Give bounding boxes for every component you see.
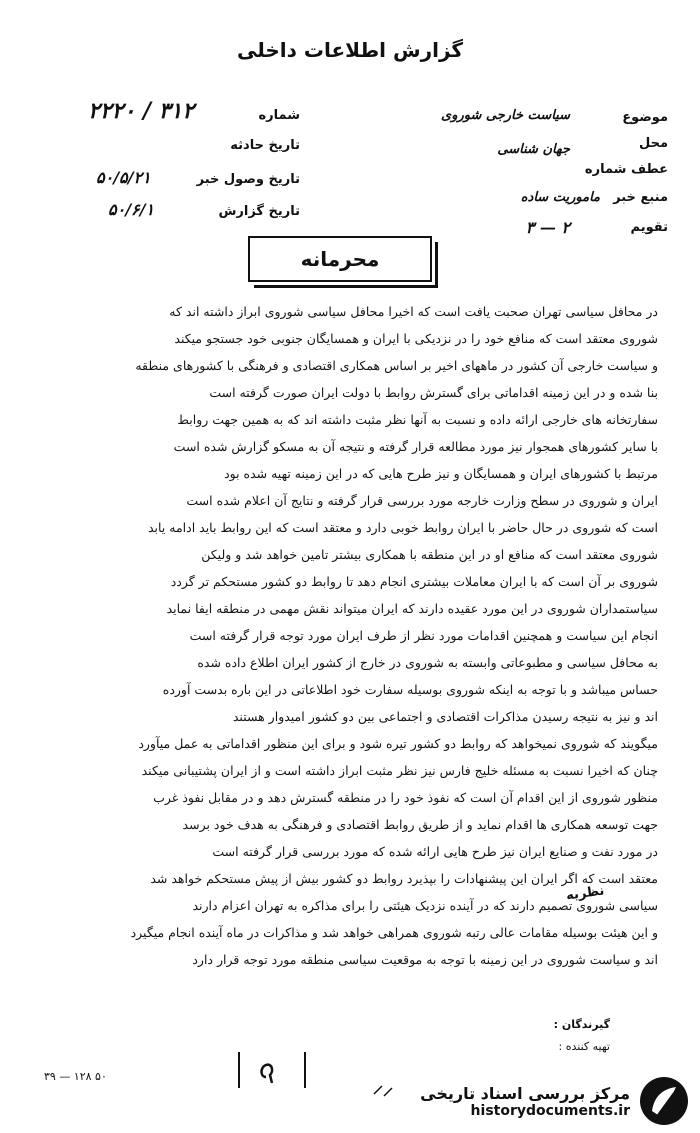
body-line: شوروی بر آن است که با ایران معاملات بیشتری انجام دهد تا روابط دو کشور مستحکم تر گردد <box>170 574 658 589</box>
source-value: ماموریت ساده <box>520 190 600 205</box>
receipt-date-value: ۵۰/۵/۲۱ <box>96 168 151 187</box>
classification-text: محرمانه <box>300 247 380 271</box>
archive-name: مرکز بررسی اسناد تاریخی <box>420 1083 630 1103</box>
number-value: ۲۲۲۰ / ۳۱۲ <box>88 98 195 124</box>
archive-url[interactable]: historydocuments.ir <box>470 1102 630 1119</box>
event-date-label: تاریخ حادثه <box>230 138 300 153</box>
archive-logo <box>418 1072 690 1130</box>
report-date-label: تاریخ گزارش <box>218 204 300 219</box>
report-body <box>38 298 658 973</box>
body-line: است که شوروی در حال حاضر با ایران روابط خوبی دارد و معتقد است که این روابط باید ادامه یابد <box>147 520 658 535</box>
body-line: سیاستمداران شوروی در این مورد عقیده دارند که ایران میتواند نقش مهمی در منطقه ایفا نماید <box>166 601 658 616</box>
evaluator-label: تهیه کننده : <box>558 1040 610 1053</box>
place-label: محل <box>638 136 668 151</box>
side-note: نظریه <box>565 883 606 904</box>
number-label: شماره <box>258 108 300 123</box>
body-line: اند و سیاست شوروی در این زمینه با توجه به موقعیت سیاسی منطقه مورد توجه قرار دارد <box>192 952 658 967</box>
archive-emblem-icon <box>638 1075 690 1127</box>
place-value: جهان شناسی <box>497 142 570 157</box>
body-line: در مورد نفت و صنایع ایران نیز طرح هایی ارائه شده که مورد بررسی قرار گرفته است <box>212 844 658 859</box>
scribble-mark-icon <box>372 1082 398 1100</box>
page-mark <box>238 1052 306 1088</box>
body-line: به محافل سیاسی و مطبوعاتی وابسته به شوروی در خارج از کشور ایران اطلاع داده شده <box>197 655 658 670</box>
evaluation-value: ۲ — ۳ <box>525 218 570 237</box>
source-id-label: عطف شماره <box>584 162 668 177</box>
body-line: و این هیئت بوسیله مقامات عالی رتبه شوروی همراهی خواهد شد و مذاکرات در ماه آینده انجام میگیرد <box>130 925 658 940</box>
body-line: مرتبط با کشورهای ایران و همسایگان و نیز طرح هایی که در این زمینه تهیه شده بود <box>224 466 658 481</box>
document-title: گزارش اطلاعات داخلی <box>236 38 464 62</box>
distribution-label: گیرندگان : <box>553 1018 610 1031</box>
body-line: سیاسی شوروی تصمیم دارند که در آینده نزدیک هیئتی را برای مذاکره به تهران اعزام دارند <box>192 898 658 913</box>
subject-label: موضوع <box>622 110 668 125</box>
classification-stamp <box>248 236 432 282</box>
evaluation-label: تقویم <box>630 220 668 235</box>
body-line: شوروی معتقد است که منافع خود را در نزدیکی با ایران و همسایگان جنوبی خود جستجو میکند <box>174 331 658 346</box>
body-line: اند و نیز به نتیجه رسیدن مذاکرات اقتصادی و اجتماعی بین دو کشور امیدوار هستند <box>232 709 658 724</box>
body-line: و سیاست خارجی آن کشور در ماههای اخیر بر اساس همکاری اقتصادی و فرهنگی با کشورهای منطقه <box>135 358 658 373</box>
body-line: ایران و شوروی در سطح وزارت خارجه مورد بررسی قرار گرفته و نتایج آن اعلام شده است <box>186 493 658 508</box>
subject-value: سیاست خارجی شوروی <box>441 108 570 123</box>
body-line: حساس میباشد و با توجه به اینکه شوروی بوسیله سفارت خود اطلاعاتی در این باره بدست آورده <box>162 682 658 697</box>
receipt-date-label: تاریخ وصول خبر <box>196 172 300 187</box>
body-line: منظور شوروی از این اقدام آن است که نفوذ خود را در منطقه گسترش دهد و در مقابل نفوذ غرب <box>153 790 658 805</box>
logo-text <box>420 1084 630 1119</box>
document-code: ۳۹ — ۱۲۸ ۵۰ <box>44 1070 107 1083</box>
body-line: چنان که اخیرا نسبت به مسئله خلیج فارس نیز نظر مثبت ابراز داشته است و از ایران پشتیبانی میکند <box>141 763 658 778</box>
handwritten-mark-icon <box>252 1055 292 1085</box>
body-line: انجام این سیاست و همچنین اقدامات مورد نظر از طرف ایران مورد توجه قرار گرفته است <box>189 628 658 643</box>
body-line: معتقد است که اگر ایران این پیشنهادات را بپذیرد روابط دو کشور بیش از پیش مستحکم خواهد شد <box>150 871 658 886</box>
body-line: جهت توسعه همکاری ها اقدام نماید و از طریق روابط اقتصادی و فرهنگی به هدف خود برسد <box>182 817 658 832</box>
source-label: منبع خبر <box>613 190 668 205</box>
body-line: بنا شده و در این زمینه اقداماتی برای گسترش روابط با دولت ایران صورت گرفته است <box>209 385 658 400</box>
body-line: با سایر کشورهای همجوار نیز مورد مطالعه قرار گرفته و نتیجه آن به مسکو گزارش شده است <box>173 439 658 454</box>
body-line: سفارتخانه های خارجی ارائه داده و نسبت به آنها نظر مثبت داشته اند که به همین جهت روابط <box>177 412 658 427</box>
report-date-value: ۵۰/۶/۱ <box>108 200 155 219</box>
body-line: در محافل سیاسی تهران صحبت یافت است که اخیرا محافل سیاسی شوروی ابراز داشته اند که <box>169 304 658 319</box>
body-line: شوروی معتقد است که منافع او در این منطقه با همکاری بیشتر تامین خواهد شد و ولیکن <box>201 547 658 562</box>
body-line: میگویند که شوروی نمیخواهد که روابط دو کشور تیره شود و برای این منظور اقداماتی به عمل میآورد <box>138 736 658 751</box>
